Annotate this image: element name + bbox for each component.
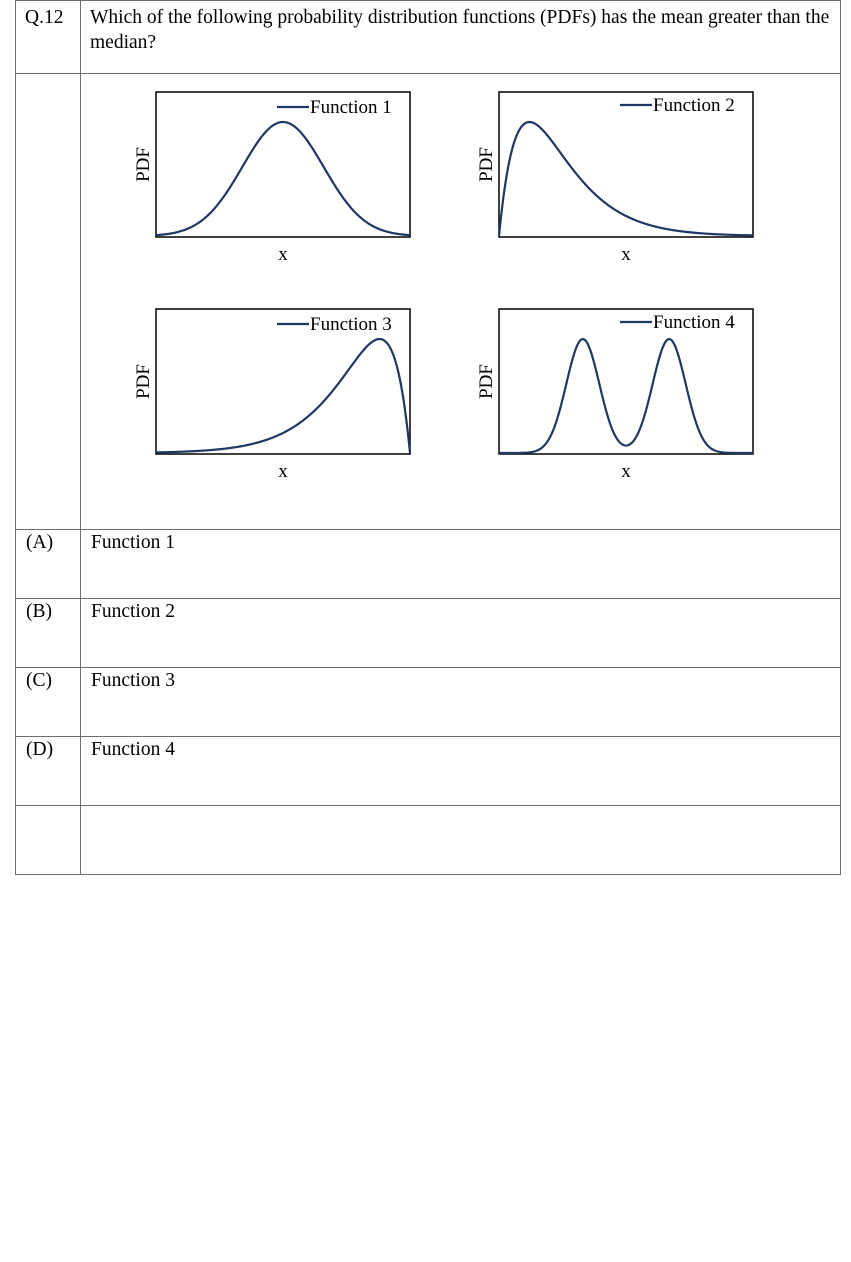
option-row-d[interactable] bbox=[16, 737, 841, 806]
y-axis-label: PDF bbox=[133, 364, 154, 399]
blank-row bbox=[16, 806, 841, 875]
option-a-text: Function 1 bbox=[91, 532, 175, 553]
figure-row bbox=[16, 74, 841, 530]
option-row-b[interactable] bbox=[16, 599, 841, 668]
pdf-chart-1 bbox=[133, 92, 410, 265]
x-axis-label: x bbox=[621, 461, 631, 482]
series-line bbox=[156, 122, 410, 235]
question-number-cell bbox=[16, 1, 81, 74]
x-axis-label: x bbox=[621, 244, 631, 265]
series-line bbox=[499, 339, 753, 453]
y-axis-label: PDF bbox=[476, 147, 497, 182]
legend-label: Function 2 bbox=[653, 95, 735, 116]
x-axis-label: x bbox=[278, 244, 288, 265]
series-line bbox=[156, 339, 410, 453]
question-text-cell bbox=[81, 1, 841, 74]
y-axis-label: PDF bbox=[476, 364, 497, 399]
option-c-text: Function 3 bbox=[91, 670, 175, 691]
pdf-chart-3 bbox=[133, 309, 410, 482]
question-number: Q.12 bbox=[25, 7, 64, 28]
pdf-charts bbox=[81, 74, 841, 529]
option-row-a[interactable] bbox=[16, 530, 841, 599]
x-axis-label: x bbox=[278, 461, 288, 482]
figure-cell bbox=[81, 74, 841, 530]
option-d-text: Function 4 bbox=[91, 739, 175, 760]
pdf-chart-4 bbox=[476, 309, 753, 482]
option-d-label: (D) bbox=[26, 739, 54, 760]
question-table bbox=[15, 0, 841, 875]
option-b-label: (B) bbox=[26, 601, 52, 622]
option-a-label: (A) bbox=[26, 532, 54, 553]
y-axis-label: PDF bbox=[133, 147, 154, 182]
question-text: Which of the following probability distribution functions (PDFs) has the mean greater than the median? bbox=[90, 7, 830, 53]
option-b-text: Function 2 bbox=[91, 601, 175, 622]
legend-label: Function 4 bbox=[653, 312, 735, 333]
legend-label: Function 1 bbox=[310, 97, 392, 118]
legend-label: Function 3 bbox=[310, 314, 392, 335]
pdf-chart-2 bbox=[476, 92, 753, 265]
series-line bbox=[499, 122, 753, 236]
option-c-label: (C) bbox=[26, 670, 52, 691]
figure-grid bbox=[81, 74, 841, 529]
question-row bbox=[16, 1, 841, 74]
option-row-c[interactable] bbox=[16, 668, 841, 737]
